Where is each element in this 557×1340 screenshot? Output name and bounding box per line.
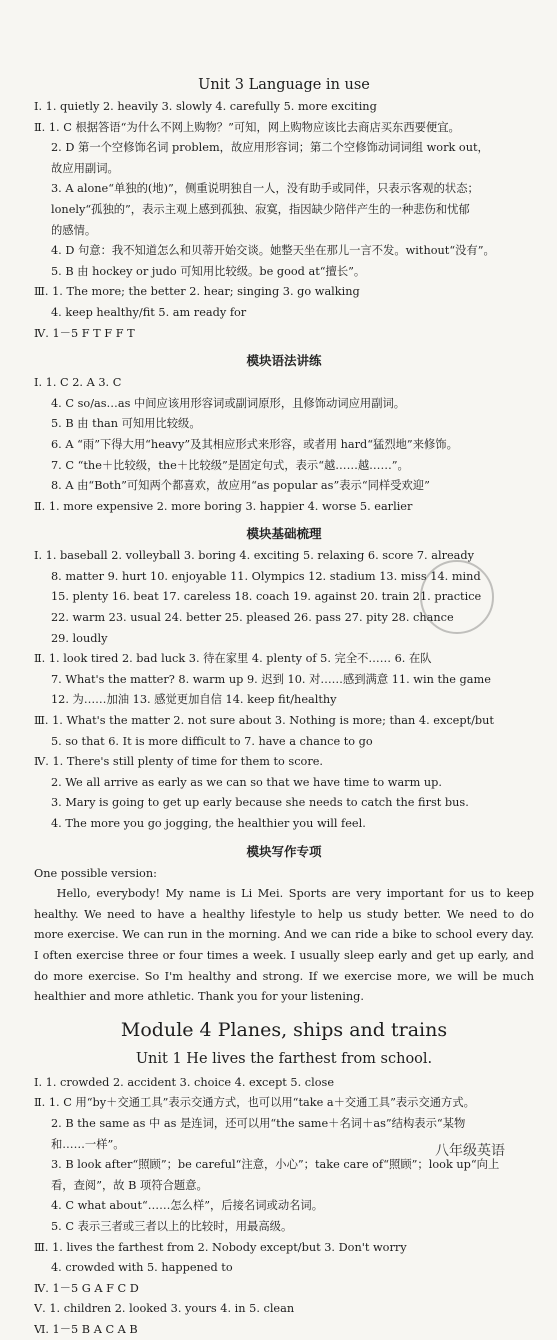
answer-line: 4. C so/as…as 中间应该用形容词或副词原形，且修饰动词应用副词。	[51, 396, 406, 410]
answer-line: 8. matter 9. hurt 10. enjoyable 11. Olympics 12. stadium 13. miss 14. mind	[51, 569, 481, 583]
answer-line: 5. C 表示三者或三者以上的比较时，用最高级。	[51, 1219, 293, 1233]
answer-line: Ⅳ. 1－5 F T F F T	[34, 326, 135, 340]
module4-answers	[34, 1073, 534, 1340]
answer-line: 3. A alone“单独的(地)”，侧重说明独自一人，没有助手或同伴，只表示客观的状态；	[51, 182, 479, 196]
answer-line: Ⅰ. 1. quietly 2. heavily 3. slowly 4. carefully 5. more exciting	[34, 100, 377, 113]
answer-line: 5. B 由 hockey or judo 可知用比较级。be good at“擅长”。	[51, 264, 366, 278]
module4-title: Module 4 Planes, ships and trains	[120, 1018, 448, 1041]
writing-intro: One possible version:	[34, 866, 157, 880]
answer-line: lonely“孤独的”，表示主观上感到孤独、寂寞，指因缺少陪伴产生的一种悲伤和忧郁	[51, 202, 470, 216]
unit3-title: Unit 3 Language in use	[198, 77, 370, 93]
answer-line: Ⅳ. 1. There's still plenty of time for them to score.	[34, 755, 324, 769]
page-footer: 八年级英语	[435, 1143, 505, 1159]
unit3-answers	[34, 97, 534, 344]
answer-line: 故应用副词。	[51, 161, 119, 175]
answer-line: 7. C “the＋比较级，the＋比较级”是固定句式，表示“越……越……”。	[51, 458, 409, 472]
answer-line: Ⅰ. 1. C 2. A 3. C	[34, 376, 122, 390]
answer-line: Ⅱ. 1. look tired 2. bad luck 3. 待在家里 4. plenty of 5. 完全不…… 6. 在队	[34, 652, 432, 666]
writing-paragraph: Hello, everybody! My name is Li Mei. Sports are very important for us to keep healthy. We need to have a healthy lifestyle to help us study better. We need to do more exercise. We can run in the morning. And we can ride a bike to school every day. I often exercise three or four times a week. I usually sleep early and get up early, and do more exercise. So I'm healthy and strong. If we exercise more, we will be much healthier and more athletic. Thank you for your listening.	[34, 887, 534, 1004]
answer-line: 5. so that 6. It is more difficult to 7. have a chance to go	[51, 734, 373, 748]
answer-line: Ⅴ. 1. children 2. looked 3. yours 4. in 5. clean	[34, 1302, 295, 1316]
answer-line: 5. B 由 than 可知用比较级。	[51, 417, 201, 431]
answer-line: 6. A “雨”下得大用“heavy”及其相应形式来形容，或者用 hard“猛烈地”来修饰。	[51, 437, 458, 451]
grammar-answers	[34, 373, 534, 517]
answer-line: 3. B look after“照顾”；be careful“注意，小心”；take care of“照顾”；look up“向上	[51, 1158, 500, 1172]
answer-line: Ⅵ. 1－5 B A C A B	[34, 1322, 138, 1336]
answer-line: 4. C what about“……怎么样”，后接名词或动名词。	[51, 1199, 324, 1213]
answer-line: 4. keep healthy/fit 5. am ready for	[51, 305, 247, 319]
grammar-section-title: 模块语法讲练	[246, 353, 322, 369]
answer-line: 2. We all arrive as early as we can so that we have time to warm up.	[51, 775, 442, 789]
answer-line: Ⅳ. 1－5 G A F C D	[34, 1281, 139, 1295]
answer-line: 12. 为……加油 13. 感觉更加自信 14. keep fit/healthy	[51, 693, 337, 707]
module4-unit1-title: Unit 1 He lives the farthest from school.	[135, 1050, 433, 1067]
answer-line: 4. The more you go jogging, the healthier you will feel.	[51, 817, 366, 830]
answer-line: Ⅰ. 1. baseball 2. volleyball 3. boring 4. exciting 5. relaxing 6. score 7. already	[34, 549, 475, 563]
answer-line: 8. A 由“Both”可知两个都喜欢，故应用“as popular as”表示“同样受欢迎”	[51, 479, 430, 493]
answer-line: 15. plenty 16. beat 17. careless 18. coach 19. against 20. train 21. practice	[51, 590, 482, 604]
answer-line: 看，查阅”，故 B 项符合题意。	[51, 1178, 208, 1192]
writing-section-title: 模块写作专项	[246, 843, 322, 859]
answer-line: Ⅱ. 1. C 根据答语“为什么不网上购物？”可知，网上购物应该比去商店买东西要便宜。	[34, 120, 460, 134]
answer-line: 4. D 句意：我不知道怎么和贝蒂开始交谈。她整天坐在那儿一言不发。without“没有”。	[51, 244, 495, 258]
answer-line: Ⅲ. 1. lives the farthest from 2. Nobody except/but 3. Don't worry	[34, 1240, 407, 1254]
answer-line: 22. warm 23. usual 24. better 25. pleased 26. pass 27. pity 28. chance	[51, 611, 454, 625]
answer-line: Ⅲ. 1. What's the matter 2. not sure about 3. Nothing is more; than 4. except/but	[34, 714, 494, 728]
answer-line: 的感情。	[51, 223, 97, 237]
answer-line: Ⅰ. 1. crowded 2. accident 3. choice 4. except 5. close	[34, 1075, 335, 1089]
answer-line: Ⅱ. 1. C 用“by＋交通工具”表示交通方式，也可以用“take a＋交通工具”表示交通方式。	[34, 1096, 475, 1110]
answer-line: 4. crowded with 5. happened to	[51, 1261, 233, 1275]
basics-section-title: 模块基础梳理	[246, 526, 322, 542]
answer-line: 和……一样”。	[51, 1137, 125, 1151]
answer-line: 2. D 第一个空修饰名词 problem，故应用形容词；第二个空修饰动词词组 work out，	[51, 141, 489, 155]
stamp-seal	[420, 560, 494, 634]
answer-line: Ⅱ. 1. more expensive 2. more boring 3. happier 4. worse 5. earlier	[34, 499, 413, 513]
answer-line: 2. B the same as 中 as 是连词，还可以用“the same＋名词＋as”结构表示“某物	[51, 1116, 466, 1130]
answer-line: 7. What's the matter? 8. warm up 9. 迟到 10. 对……感到满意 11. win the game	[51, 672, 491, 686]
answer-line: Ⅲ. 1. The more; the better 2. hear; singing 3. go walking	[34, 285, 360, 299]
answer-line: 3. Mary is going to get up early because she needs to catch the first bus.	[51, 796, 469, 810]
answer-line: 29. loudly	[51, 631, 108, 645]
